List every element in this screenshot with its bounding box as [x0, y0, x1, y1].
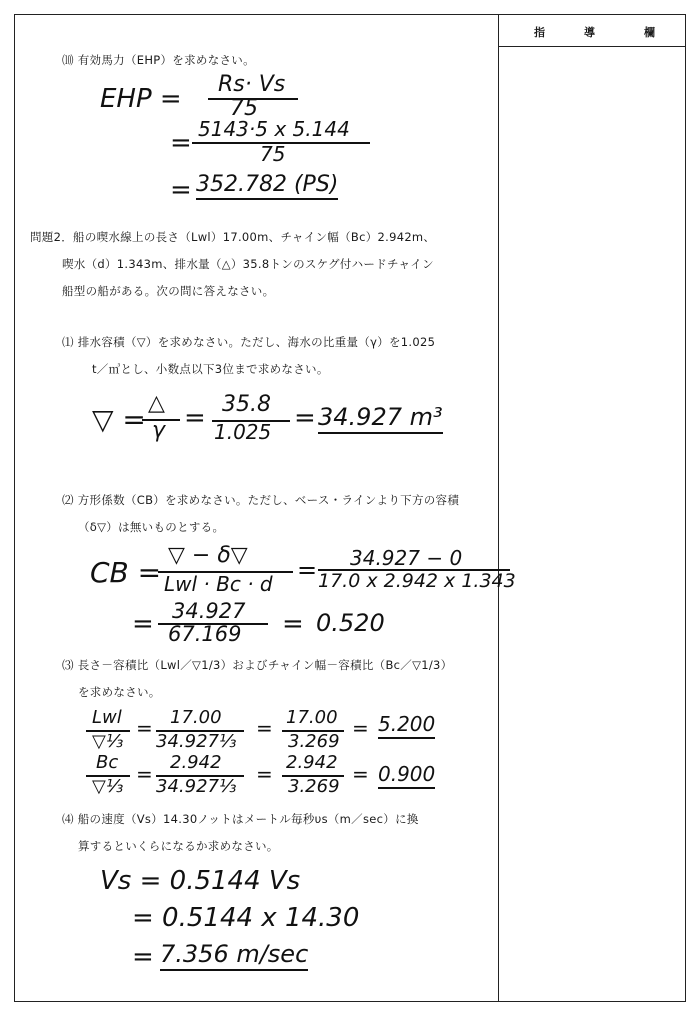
- q3-b-denominator-2: 34.927⅓: [156, 776, 237, 797]
- q1-numerator-a: △: [148, 391, 165, 416]
- q10-result: 352.782 (PS): [196, 172, 338, 200]
- q10-text: ⑽ 有効馬力（EHP）を求めなさい。: [62, 53, 255, 67]
- q2-eq3: =: [282, 609, 304, 639]
- q3-b-numerator: Bc: [96, 752, 119, 773]
- q2-line-1: ⑵ 方形係数（CB）を求めなさい。ただし、ベース・ラインより下方の容積: [62, 493, 460, 507]
- q10-eq2-prefix: =: [170, 128, 192, 158]
- q4-line-2: 算するといくらになるか求めなさい。: [78, 839, 279, 853]
- q2-result: 0.520: [316, 609, 385, 637]
- q1-eq: =: [184, 403, 206, 433]
- problem2-line-1: 問題2．船の喫水線上の長さ（Lwl）17.00m、チャイン幅（Bc）2.942m、: [30, 230, 436, 244]
- q2-line-2: （δ▽）は無いものとする。: [78, 520, 225, 534]
- q1-eq2: =: [294, 403, 316, 433]
- q3-b-result: 0.900: [378, 762, 435, 789]
- q3-a-numerator-3: 17.00: [286, 707, 338, 728]
- guide-column-divider: [498, 14, 499, 1002]
- q2-eq: =: [297, 556, 318, 584]
- q2-denominator-b: 17.0 x 2.942 x 1.343: [318, 570, 516, 592]
- q3-a-denominator-2: 34.927⅓: [156, 731, 237, 752]
- q10-denominator-2: 75: [260, 142, 286, 166]
- q1-denominator-a: γ: [152, 418, 166, 443]
- q3-a-numerator: Lwl: [92, 707, 122, 728]
- q2-numerator-a: ▽ − δ▽: [168, 543, 248, 568]
- q3-a-denominator-3: 3.269: [288, 731, 340, 752]
- q4-result: 7.356 m/sec: [160, 940, 308, 971]
- q3-b-denominator: ▽⅓: [92, 776, 124, 797]
- q10-eq3-prefix: =: [170, 175, 192, 205]
- q4-eq3-prefix: =: [132, 942, 154, 972]
- q10-numerator-1: Rs· Vs: [218, 72, 286, 97]
- q2-denominator-a: Lwl · Bc · d: [164, 572, 273, 596]
- q2-lhs: CB =: [90, 556, 162, 589]
- problem2-line-2: 喫水（d）1.343m、排水量（△）35.8トンのスケグ付ハードチャイン: [62, 257, 434, 271]
- q1-result: 34.927 m³: [318, 403, 443, 434]
- q1-line-1: ⑴ 排水容積（▽）を求めなさい。ただし、海水の比重量（γ）を1.025: [62, 335, 436, 349]
- q1-numerator-b: 35.8: [222, 392, 271, 417]
- q3-a-eq3: =: [352, 716, 369, 740]
- q4-line-1: ⑷ 船の速度（Vs）14.30ノットはメートル毎秒υs（m／sec）に換: [62, 812, 419, 826]
- q3-b-numerator-3: 2.942: [286, 752, 338, 773]
- q3-line-1: ⑶ 長さ－容積比（Lwl／▽1/3）およびチャイン幅－容積比（Bc／▽1/3）: [62, 658, 453, 672]
- guide-column-header: [499, 14, 686, 47]
- q10-numerator-2: 5143·5 x 5.144: [198, 117, 350, 141]
- q1-line-2: t／㎥とし、小数点以下3位まで求めなさい。: [92, 362, 329, 376]
- q1-denominator-b: 1.025: [214, 420, 272, 444]
- q4-eq-2: = 0.5144 x 14.30: [132, 903, 360, 933]
- guide-char-1: 指: [534, 26, 545, 39]
- q2-denominator-c: 67.169: [168, 622, 242, 646]
- q3-a-eq1: =: [136, 716, 153, 740]
- guide-char-3: 欄: [644, 26, 655, 39]
- q3-line-2: を求めなさい。: [78, 685, 161, 699]
- q4-eq-1: Vs = 0.5144 Vs: [100, 866, 301, 896]
- q3-a-result: 5.200: [378, 712, 435, 739]
- q3-a-eq2: =: [256, 716, 273, 740]
- q10-eq-lhs: EHP =: [100, 84, 182, 114]
- q3-b-eq3: =: [352, 762, 369, 786]
- q3-b-denominator-3: 3.269: [288, 776, 340, 797]
- q3-b-eq1: =: [136, 762, 153, 786]
- problem2-line-3: 船型の船がある。次の問に答えなさい。: [62, 284, 275, 298]
- q2-numerator-b: 34.927 − 0: [350, 546, 463, 570]
- q3-b-numerator-2: 2.942: [170, 752, 222, 773]
- q10-denominator-1: 75: [230, 96, 258, 121]
- q2-numerator-c: 34.927: [172, 599, 246, 623]
- q3-b-eq2: =: [256, 762, 273, 786]
- guide-char-2: 導: [584, 26, 595, 39]
- q2-eq2: =: [132, 609, 154, 639]
- q1-lhs: ▽ =: [92, 403, 146, 436]
- q3-a-numerator-2: 17.00: [170, 707, 222, 728]
- q3-a-denominator: ▽⅓: [92, 731, 124, 752]
